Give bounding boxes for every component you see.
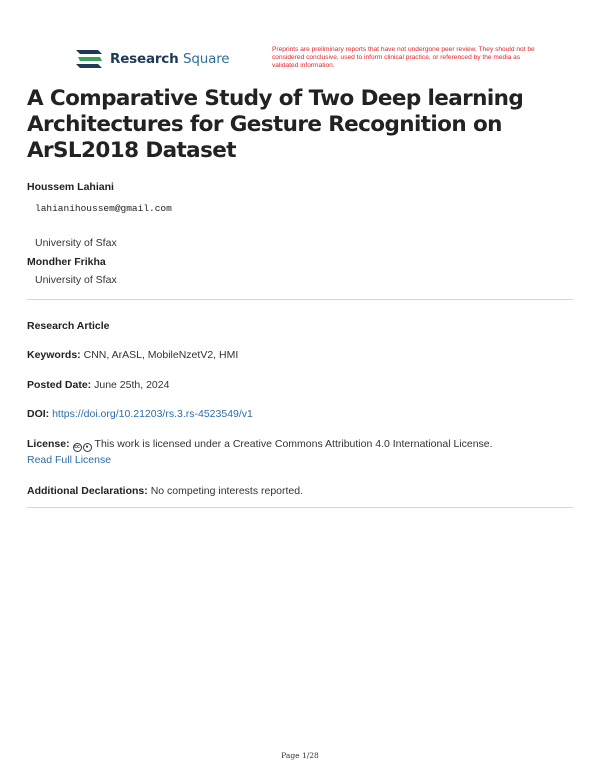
declarations-label: Additional Declarations: — [27, 485, 148, 497]
article-title: A Comparative Study of Two Deep learning Architectures for Gesture Recognition on ArSL2018 Dataset — [27, 86, 524, 163]
posted-date-label: Posted Date: — [27, 379, 92, 391]
license — [27, 436, 573, 468]
posted-date — [27, 377, 573, 393]
cc-icon: cc — [74, 444, 80, 450]
logo-text-accent: Square — [183, 51, 230, 67]
research-square-logo-icon — [74, 48, 104, 70]
doi — [27, 406, 573, 422]
author-name[interactable]: Mondher Frikha — [27, 256, 106, 268]
author-affiliation: University of Sfax — [35, 237, 117, 249]
author-affiliation: University of Sfax — [35, 274, 117, 286]
page-number: Page 1/28 — [281, 751, 319, 760]
doi-label: DOI: — [27, 408, 50, 420]
header — [74, 46, 574, 76]
doi-link[interactable]: https://doi.org/10.21203/rs.3.rs-4523549/v1 — [52, 408, 253, 420]
logo-text-main: Research — [110, 51, 179, 67]
research-square-logo[interactable] — [74, 48, 229, 70]
author-email[interactable]: lahianihoussem@gmail.com — [35, 203, 172, 214]
keywords — [27, 347, 573, 363]
article-type: Research Article — [27, 320, 110, 332]
preprint-disclaimer: Preprints are preliminary reports that have not undergone peer review. They should not be considered conclusive, used to inform clinical practice, or referenced by the media as validated information. — [272, 46, 535, 69]
license-label: License: — [27, 438, 70, 450]
additional-declarations — [27, 483, 573, 499]
author-name[interactable]: Houssem Lahiani — [27, 181, 114, 193]
license-icons[interactable] — [73, 443, 92, 452]
keywords-value: CNN, ArASL, MobileNzetV2, HMI — [83, 349, 239, 361]
license-text: This work is licensed under a Creative Commons Attribution 4.0 International License. — [94, 438, 493, 450]
posted-date-value: June 25th, 2024 — [94, 379, 170, 391]
by-icon: ● — [83, 443, 92, 452]
keywords-label: Keywords: — [27, 349, 81, 361]
divider — [27, 507, 573, 508]
declarations-value: No competing interests reported. — [150, 485, 304, 497]
read-full-license-link[interactable]: Read Full License — [27, 454, 112, 466]
logo-wordmark — [110, 51, 229, 67]
divider — [27, 299, 573, 300]
